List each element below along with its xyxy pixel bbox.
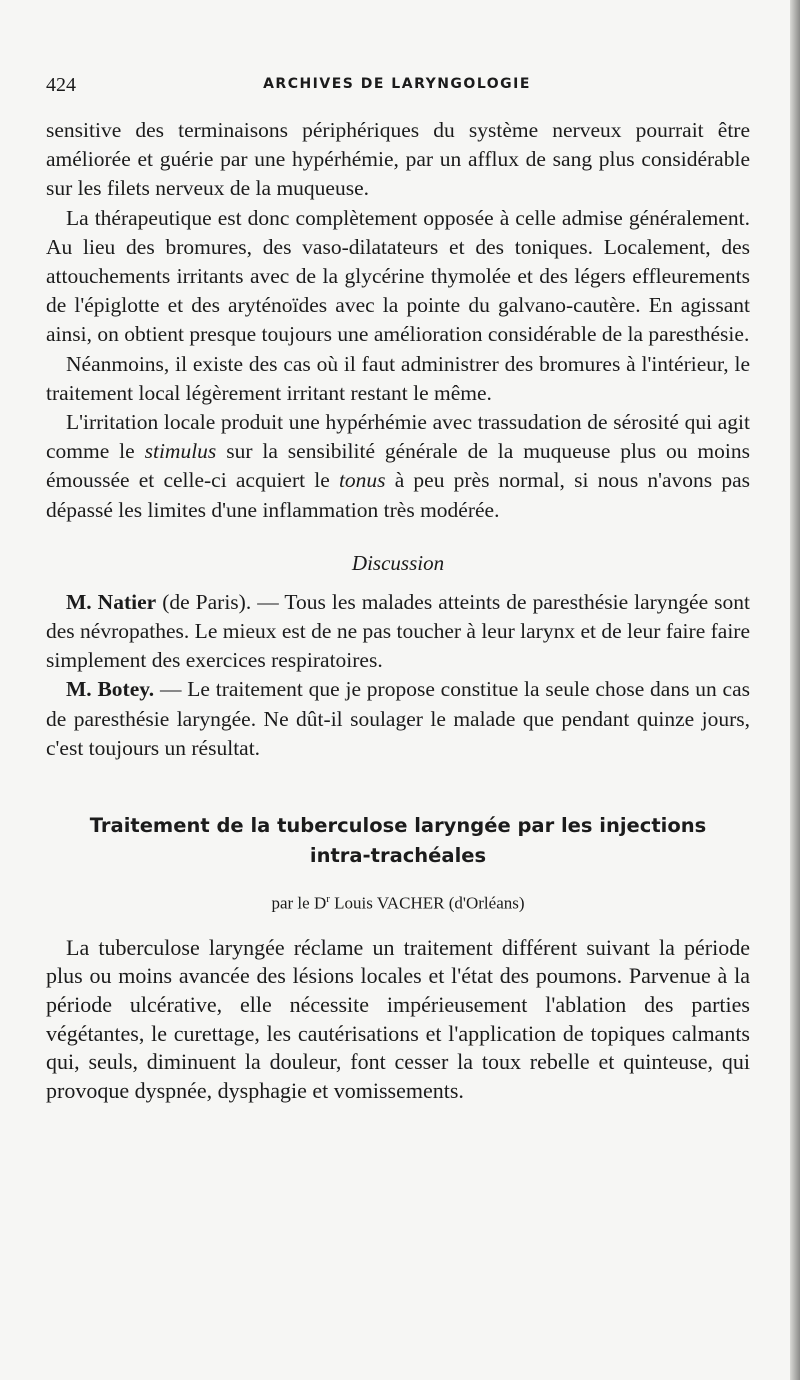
paragraph-bromides: Néanmoins, il existe des cas où il faut administrer des bromures à l'intérieur, le traitement local légèrement irritant restant le même. — [46, 351, 750, 405]
irritation-text-2: sur la sensibilité générale de la muqueuse plus ou moins émoussée et celle-ci acquiert le — [46, 439, 750, 493]
journal-title: ARCHIVES DE LARYNGOLOGIE — [263, 76, 531, 92]
running-header — [46, 74, 748, 98]
natier-text: (de Paris). — Tous les malades atteints de paresthésie laryngée sont des névropathes. Le mieux est de ne pas toucher à leur larynx et de leur faire faire simplement des exercices respiratoires. — [46, 589, 750, 673]
speaker-botey: M. Botey. — [66, 677, 155, 702]
paragraph-irritation — [46, 408, 750, 525]
article-title-line-1: Traitement de la tuberculose laryngée par les injections — [89, 814, 707, 838]
article-paragraph: La tuberculose laryngée réclame un traitement différent suivant la période plus ou moins avancée des lésions locales et l'état des poumons. Parvenue à la période ulcérative, elle nécessite impérieusement l'ablation des parties végétantes, le curettage, les cautérisations et l'application de topiques calmants qui, seuls, diminuent la douleur, font cesser la toux rebelle et quinteuse, qui provoque dyspnée, dysphagie et vomissements. — [46, 934, 750, 1103]
discussion-heading: Discussion — [351, 550, 445, 575]
page-body — [46, 116, 750, 1105]
paragraph-therapeutics: La thérapeutique est donc complètement opposée à celle admise généralement. Au lieu des bromures, des vaso-dilatateurs et des toniques. Localement, des attouchements irritants avec de la glycérine thymolée et des légers effleurements de l'épiglotte et des aryténoïdes avec la pointe du galvano-cautère. En agissant ainsi, on obtient presque toujours une amélioration considérable de la paresthésie. — [46, 205, 750, 347]
irritation-text-3: à peu près normal, si nous n'avons pas dépassé les limites d'une inflammation très modérée. — [46, 468, 750, 522]
stimulus-term: stimulus — [144, 439, 217, 464]
paragraph-continuation: sensitive des terminaisons périphériques du système nerveux pourrait être améliorée et guérie par une hypérhémie, par un afflux de sang plus considérable sur les filets nerveux de la muqueuse. — [46, 118, 750, 201]
article-title — [46, 811, 750, 871]
article-byline — [46, 893, 750, 914]
paragraph-botey — [46, 675, 750, 763]
speaker-natier: M. Natier — [66, 589, 157, 614]
byline-superscript: r — [326, 893, 330, 906]
article-title-line-2: intra-trachéales — [309, 844, 487, 868]
tonus-term: tonus — [338, 468, 386, 493]
page-number: 424 — [46, 74, 76, 96]
page-edge-shadow — [790, 0, 800, 1380]
paragraph-natier — [46, 588, 750, 676]
irritation-text-1: L'irritation locale produit une hypérhémie avec trassudation de sérosité qui agit comme le — [46, 410, 750, 464]
botey-text: — Le traitement que je propose constitue la seule chose dans un cas de paresthésie laryngée. Ne dût-il soulager le malade que pendant quinze jours, c'est toujours un résultat. — [46, 677, 750, 760]
byline-author: Louis VACHER (d'Orléans) — [329, 893, 525, 913]
byline-prefix: par le D — [271, 893, 327, 913]
